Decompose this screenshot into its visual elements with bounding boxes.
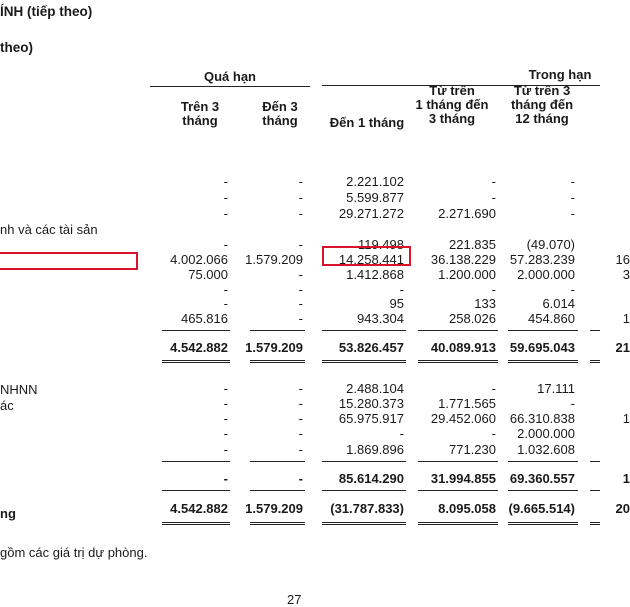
total-rule-2-2	[322, 461, 406, 462]
total-rule-3-2	[322, 490, 406, 491]
liability-row-4-col4: 1.032.608	[517, 442, 575, 457]
liability-row-2-col2: 65.975.917	[338, 411, 404, 426]
total-rule-3-4	[508, 490, 578, 491]
asset-row-6-col2: -	[399, 282, 404, 297]
liability-row-2-col3: 29.452.060	[430, 411, 496, 426]
total-rule-1-4	[508, 360, 578, 361]
total-rule-1-5	[590, 360, 600, 361]
liabilities-total-col3: 31.994.855	[430, 471, 496, 486]
asset-row-3-col1: -	[298, 237, 303, 252]
asset-row-4-col0: 4.002.066	[170, 252, 228, 267]
liability-row-3-col3: -	[491, 426, 496, 441]
asset-row-2-col4: -	[570, 206, 575, 221]
asset-row-1-col0: -	[223, 190, 228, 205]
total-rule-0-3	[418, 330, 498, 331]
total-rule-1-1	[250, 360, 305, 361]
asset-row-2-col1: -	[298, 206, 303, 221]
col-header-over-3-months-l2: tháng	[182, 113, 218, 128]
asset-row-3-col3: 221.835	[449, 237, 496, 252]
total-rule-4-1	[250, 522, 305, 523]
asset-row-1-col2: 5.599.877	[346, 190, 404, 205]
asset-row-6-col1: -	[298, 282, 303, 297]
cell-highlight-box	[322, 246, 411, 266]
assets-total-col1: 1.579.209	[245, 340, 303, 355]
liability-row-0-col3: -	[491, 381, 496, 396]
asset-row-1-col3: -	[491, 190, 496, 205]
assets-total-col3: 40.089.913	[430, 340, 496, 355]
asset-row-7-col0: -	[223, 296, 228, 311]
liability-row-0-col0: -	[223, 381, 228, 396]
asset-row-7-col3: 133	[474, 296, 496, 311]
total-rule-3-5	[590, 490, 600, 491]
row-label-other-fragment: ác	[0, 398, 14, 413]
asset-row-5-col1: -	[298, 267, 303, 282]
asset-row-0-col2: 2.221.102	[346, 174, 404, 189]
asset-row-0-col3: -	[491, 174, 496, 189]
gap-total-col2: (31.787.833)	[330, 501, 404, 516]
group-underline-overdue	[150, 86, 310, 87]
liability-row-3-col2: -	[399, 426, 404, 441]
col-header-1-to-3-months	[408, 84, 496, 126]
asset-row-0-col0: -	[223, 174, 228, 189]
asset-row-4-col5: 16	[615, 252, 630, 267]
total-double-rule-4-1	[250, 524, 305, 525]
total-rule-1-0	[162, 360, 230, 361]
asset-row-8-col0: 465.816	[181, 311, 228, 326]
total-rule-3-3	[418, 490, 498, 491]
section-title: ÍNH (tiếp theo)	[0, 4, 93, 19]
asset-row-0-col4: -	[570, 174, 575, 189]
total-rule-0-0	[162, 330, 230, 331]
col-header-3-to-12-months-l3: 12 tháng	[515, 111, 569, 126]
asset-row-2-col3: 2.271.690	[438, 206, 496, 221]
col-header-up-to-3-months-l1: Đến 3	[262, 99, 298, 114]
liability-row-0-col1: -	[298, 381, 303, 396]
row-highlight-box	[0, 252, 138, 270]
total-rule-0-1	[250, 330, 305, 331]
row-label-sbv-fragment: NHNN	[0, 382, 38, 397]
total-double-rule-1-5	[590, 362, 600, 363]
total-rule-4-0	[162, 522, 230, 523]
gap-total-col1: 1.579.209	[245, 501, 303, 516]
asset-row-0-col1: -	[298, 174, 303, 189]
liabilities-total-col0: -	[223, 471, 228, 486]
col-header-1-to-3-months-l2: 1 tháng đến	[415, 97, 489, 112]
row-label-assets-fragment: nh và các tài sản	[0, 222, 98, 237]
total-rule-0-5	[590, 330, 600, 331]
liability-row-4-col3: 771.230	[449, 442, 496, 457]
asset-row-5-col0: 75.000	[188, 267, 228, 282]
col-header-3-to-12-months	[502, 84, 582, 126]
col-header-over-3-months	[160, 100, 240, 128]
asset-row-8-col5: 1	[622, 311, 630, 326]
total-rule-2-3	[418, 461, 498, 462]
asset-row-8-col2: 943.304	[357, 311, 404, 326]
total-double-rule-1-2	[322, 362, 406, 363]
liability-row-2-col5: 1	[622, 411, 630, 426]
col-header-3-to-12-months-l2: tháng đến	[510, 97, 574, 112]
liability-row-3-col0: -	[223, 426, 228, 441]
asset-row-5-col3: 1.200.000	[438, 267, 496, 282]
liability-row-3-col1: -	[298, 426, 303, 441]
total-rule-1-3	[418, 360, 498, 361]
asset-row-2-col0: -	[223, 206, 228, 221]
liabilities-total-col2: 85.614.290	[338, 471, 404, 486]
assets-total-col0: 4.542.882	[170, 340, 228, 355]
col-header-1-to-3-months-l3: 3 tháng	[428, 111, 476, 126]
total-rule-2-5	[590, 461, 600, 462]
total-double-rule-4-3	[418, 524, 498, 525]
col-header-1-to-3-months-l1: Từ trên	[429, 83, 475, 98]
liability-row-2-col4: 66.310.838	[509, 411, 575, 426]
asset-row-5-col4: 2.000.000	[517, 267, 575, 282]
asset-row-7-col1: -	[298, 296, 303, 311]
liability-row-1-col3: 1.771.565	[438, 396, 496, 411]
total-rule-0-4	[508, 330, 578, 331]
asset-row-3-col0: -	[223, 237, 228, 252]
liability-row-4-col2: 1.869.896	[346, 442, 404, 457]
liabilities-total-col5: 1	[622, 471, 630, 486]
assets-total-col2: 53.826.457	[338, 340, 404, 355]
asset-row-4-col3: 36.138.229	[430, 252, 496, 267]
asset-row-4-col1: 1.579.209	[245, 252, 303, 267]
liability-row-4-col1: -	[298, 442, 303, 457]
asset-row-4-col2: 14.258.441	[338, 252, 404, 267]
liability-row-1-col0: -	[223, 396, 228, 411]
total-rule-2-0	[162, 461, 230, 462]
total-double-rule-4-2	[322, 524, 406, 525]
asset-row-8-col1: -	[298, 311, 303, 326]
total-rule-4-3	[418, 522, 498, 523]
asset-row-6-col3: -	[491, 282, 496, 297]
asset-row-5-col2: 1.412.868	[346, 267, 404, 282]
total-rule-0-2	[322, 330, 406, 331]
liability-row-3-col4: 2.000.000	[517, 426, 575, 441]
total-double-rule-1-3	[418, 362, 498, 363]
asset-row-8-col4: 454.860	[528, 311, 575, 326]
col-header-up-to-3-months	[245, 100, 315, 128]
liability-row-1-col1: -	[298, 396, 303, 411]
asset-row-3-col4: (49.070)	[526, 237, 575, 252]
asset-row-5-col5: 3	[622, 267, 630, 282]
liabilities-total-col4: 69.360.557	[509, 471, 575, 486]
gap-total-col5: 20	[615, 501, 630, 516]
total-rule-2-4	[508, 461, 578, 462]
asset-row-4-col4: 57.283.239	[509, 252, 575, 267]
subsection-title: theo)	[0, 40, 33, 55]
row-label-gap-total: ng	[0, 506, 16, 521]
gap-total-col4: (9.665.514)	[508, 501, 575, 516]
total-double-rule-4-4	[508, 524, 578, 525]
col-header-over-3-months-l1: Trên 3	[180, 99, 220, 114]
gap-total-col3: 8.095.058	[438, 501, 496, 516]
page-number: 27	[287, 592, 302, 607]
liability-row-0-col4: 17.111	[537, 381, 575, 396]
total-double-rule-4-0	[162, 524, 230, 525]
total-double-rule-1-1	[250, 362, 305, 363]
total-rule-1-2	[322, 360, 406, 361]
assets-total-col5: 21	[615, 340, 630, 355]
asset-row-3-col2: 119.498	[357, 237, 404, 252]
asset-row-7-col2: 95	[389, 296, 404, 311]
total-double-rule-4-5	[590, 524, 600, 525]
total-rule-4-2	[322, 522, 406, 523]
liabilities-total-col1: -	[298, 471, 303, 486]
col-header-up-to-3-months-l2: tháng	[262, 113, 298, 128]
liability-row-2-col1: -	[298, 411, 303, 426]
total-rule-4-4	[508, 522, 578, 523]
liability-row-1-col2: 15.280.373	[338, 396, 404, 411]
gap-total-col0: 4.542.882	[170, 501, 228, 516]
liability-row-0-col2: 2.488.104	[346, 381, 404, 396]
liability-row-1-col4: -	[570, 396, 575, 411]
footnote: gồm các giá trị dự phòng.	[0, 545, 148, 560]
asset-row-6-col4: -	[570, 282, 575, 297]
liability-row-4-col0: -	[223, 442, 228, 457]
total-double-rule-1-4	[508, 362, 578, 363]
total-rule-3-0	[162, 490, 230, 491]
asset-row-6-col0: -	[223, 282, 228, 297]
asset-row-2-col2: 29.271.272	[338, 206, 404, 221]
col-header-up-to-1-month-l1: Đến 1 tháng	[329, 115, 405, 130]
asset-row-1-col4: -	[570, 190, 575, 205]
liability-row-2-col0: -	[223, 411, 228, 426]
total-rule-3-1	[250, 490, 305, 491]
total-rule-4-5	[590, 522, 600, 523]
asset-row-7-col4: 6.014	[542, 296, 575, 311]
total-rule-2-1	[250, 461, 305, 462]
assets-total-col4: 59.695.043	[509, 340, 575, 355]
col-header-3-to-12-months-l1: Từ trên 3	[513, 83, 571, 98]
total-double-rule-1-0	[162, 362, 230, 363]
col-header-up-to-1-month	[322, 116, 412, 130]
asset-row-8-col3: 258.026	[449, 311, 496, 326]
asset-row-1-col1: -	[298, 190, 303, 205]
group-header-current: Trong hạn	[528, 67, 592, 82]
group-header-overdue: Quá hạn	[203, 69, 256, 84]
